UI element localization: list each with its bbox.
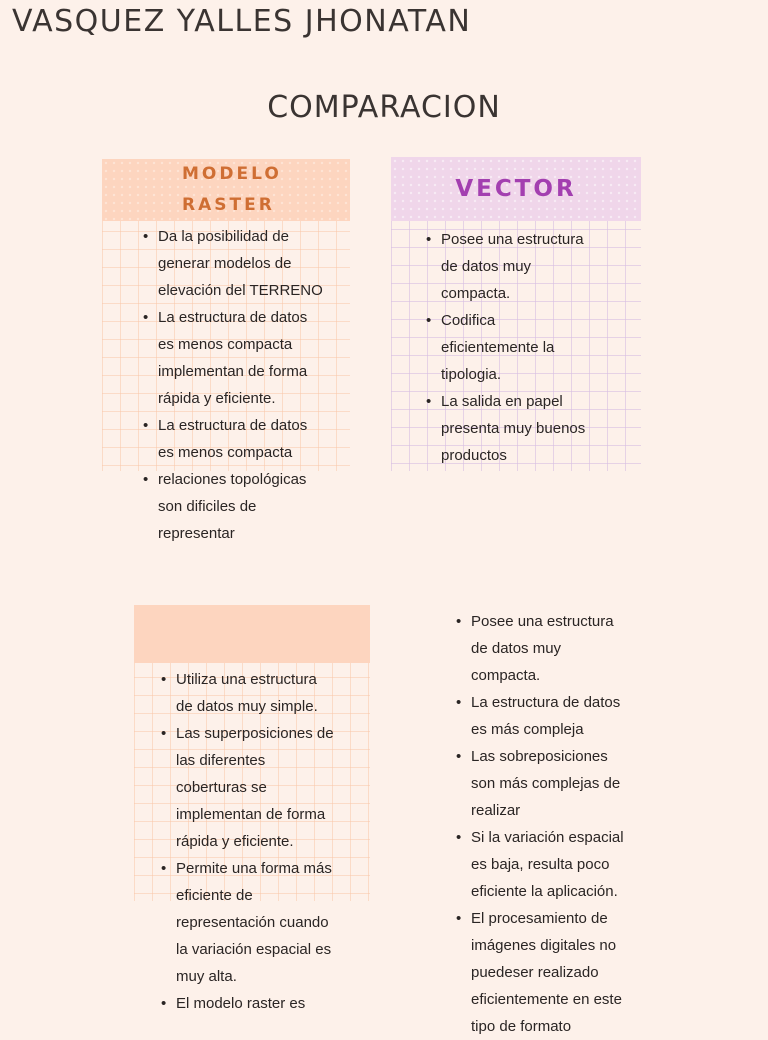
- vector-advantage-item: [441, 307, 641, 388]
- bullet-line: representación cuando: [176, 914, 329, 931]
- bullet-line: coberturas se: [176, 779, 267, 796]
- bullet-line: eficientemente en este: [471, 991, 622, 1008]
- vector-card-header: [391, 157, 641, 221]
- vector-disadvantage-item: [471, 743, 671, 824]
- bullet-line: • Posee una estructura: [471, 613, 614, 630]
- raster-disadvantages-list: [176, 666, 376, 1017]
- bullet-line: es menos compacta: [158, 336, 293, 353]
- bullet-line: tipologia.: [441, 366, 502, 383]
- bullet-line: • relaciones topológicas: [158, 471, 307, 488]
- bullet-line: implementan de forma: [158, 363, 308, 380]
- vector-disadvantage-item: [471, 905, 671, 1040]
- raster-card-title: [182, 159, 282, 221]
- bullet-line: realizar: [471, 802, 521, 819]
- bullet-line: es menos compacta: [158, 444, 293, 461]
- bullet-line: • Codifica: [441, 312, 496, 329]
- bullet-line: compacta.: [471, 667, 541, 684]
- vector-card-title: VECTOR: [455, 175, 577, 202]
- bullet-line: presenta muy buenos: [441, 420, 586, 437]
- vector-advantage-item: [441, 388, 641, 469]
- bullet-line: muy alta.: [176, 968, 237, 985]
- bullet-line: • Posee una estructura: [441, 231, 584, 248]
- bullet-line: • La estructura de datos: [471, 694, 621, 711]
- bullet-line: • La estructura de datos: [158, 417, 308, 434]
- bullet-line: de datos muy: [471, 640, 562, 657]
- bullet-line: rápida y eficiente.: [176, 833, 294, 850]
- bullet-line: productos: [441, 447, 507, 464]
- raster-advantage-item: [158, 223, 358, 304]
- vector-disadvantage-item: [471, 824, 671, 905]
- bullet-line: elevación del TERRENO: [158, 282, 323, 299]
- page-title: COMPARACION: [267, 90, 501, 125]
- bullet-line: • Permite una forma más: [176, 860, 332, 877]
- bullet-line: • Las superposiciones de: [176, 725, 334, 742]
- bullet-line: generar modelos de: [158, 255, 292, 272]
- vector-advantage-item: [441, 226, 641, 307]
- raster-title-line2: RASTER: [182, 195, 275, 215]
- bullet-line: la variación espacial es: [176, 941, 332, 958]
- raster-advantages-list: [158, 223, 358, 547]
- bullet-line: las diferentes: [176, 752, 266, 769]
- bullet-line: implementan de forma: [176, 806, 326, 823]
- bullet-line: • Utiliza una estructura: [176, 671, 317, 688]
- bullet-line: imágenes digitales no: [471, 937, 617, 954]
- bullet-line: es más compleja: [471, 721, 584, 738]
- raster-advantage-item: [158, 304, 358, 412]
- raster-advantage-item: [158, 412, 358, 466]
- raster-card-header: [102, 159, 350, 221]
- bullet-line: • Da la posibilidad de: [158, 228, 289, 245]
- bullet-line: de datos muy: [441, 258, 532, 275]
- bullet-line: son más complejas de: [471, 775, 621, 792]
- bullet-line: rápida y eficiente.: [158, 390, 276, 407]
- vector-advantages-list: [441, 226, 641, 469]
- bullet-line: representar: [158, 525, 235, 542]
- vector-disadvantage-item: [471, 689, 671, 743]
- bullet-line: eficientemente la: [441, 339, 555, 356]
- bullet-line: eficiente la aplicación.: [471, 883, 618, 900]
- bullet-line: de datos muy simple.: [176, 698, 318, 715]
- raster-title-line1: MODELO: [182, 164, 282, 184]
- author-name: VASQUEZ YALLES JHONATAN: [12, 4, 472, 39]
- bullet-line: es baja, resulta poco: [471, 856, 610, 873]
- bullet-line: • La salida en papel: [441, 393, 563, 410]
- bullet-line: son dificiles de: [158, 498, 257, 515]
- raster-advantage-item: [158, 466, 358, 547]
- raster-disadvantage-item: [176, 666, 376, 720]
- raster-disadvantage-item: [176, 990, 376, 1017]
- bullet-line: eficiente de: [176, 887, 253, 904]
- bullet-line: • El modelo raster es: [176, 995, 306, 1012]
- bullet-line: • La estructura de datos: [158, 309, 308, 326]
- bullet-line: compacta.: [441, 285, 511, 302]
- bullet-line: • El procesamiento de: [471, 910, 608, 927]
- vector-disadvantages-list: [471, 608, 671, 1040]
- raster-disadvantage-item: [176, 720, 376, 855]
- bullet-line: • Las sobreposiciones: [471, 748, 608, 765]
- bullet-line: puedeser realizado: [471, 964, 599, 981]
- bullet-line: • Si la variación espacial: [471, 829, 624, 846]
- raster-disadvantage-item: [176, 855, 376, 990]
- bullet-line: tipo de formato: [471, 1018, 572, 1035]
- vector-disadvantage-item: [471, 608, 671, 689]
- raster-card-bottom-header: [134, 605, 370, 663]
